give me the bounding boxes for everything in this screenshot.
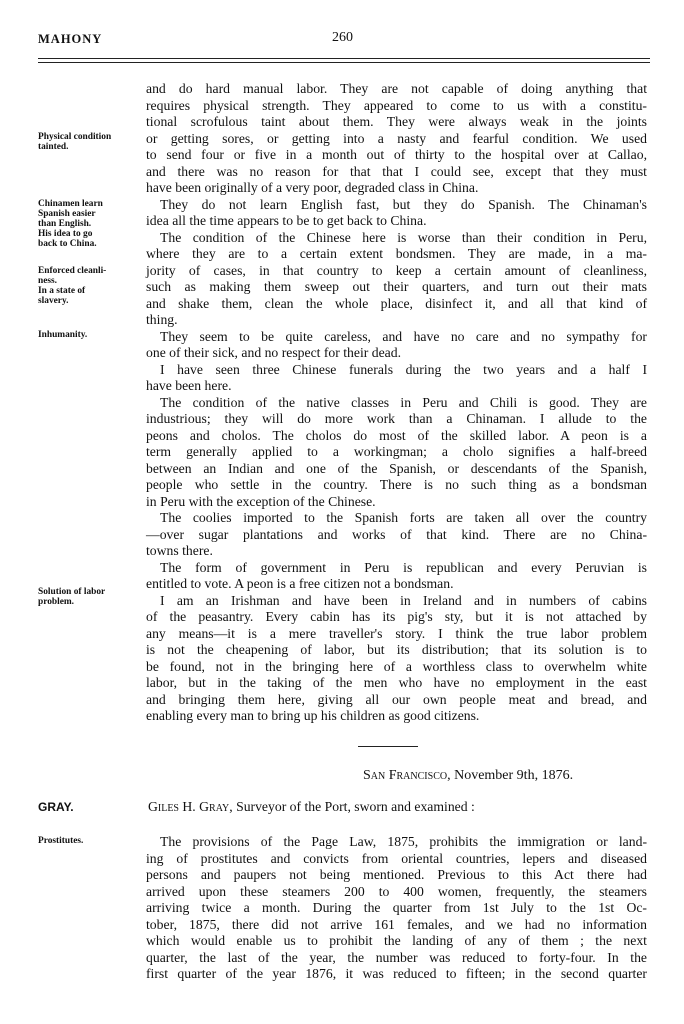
sidenote-prostitutes: Prostitutes. <box>38 836 84 846</box>
body-line: and do hard manual labor. They are not capable of doing anything that <box>146 81 647 96</box>
body-line: such as making them sweep out their quarters, and turn out their mats <box>146 279 647 294</box>
body-line: one of their sick, and no respect for their dead. <box>146 345 402 360</box>
body-line: have been originally of a very poor, degraded class in China. <box>146 180 479 195</box>
body-line: The form of government in Peru is republican and every Peruvian is <box>160 560 647 575</box>
body-line: I am an Irishman and have been in Ireland and in numbers of cabins <box>160 593 647 608</box>
body-line: They seem to be quite careless, and have no care and no sympathy for <box>160 329 647 344</box>
dateline-place: San Francisco, <box>363 768 451 783</box>
body-line: I have seen three Chinese funerals during the two years and a half I <box>160 362 647 377</box>
sidenote-chinamen-4: His idea to go <box>38 229 93 239</box>
body-line: industrious; they will do more work than a Chinaman. I allude to the <box>146 411 647 426</box>
witness-intro <box>148 799 475 815</box>
body-line: and there was no reason for that that I could see, except that they must <box>146 164 647 179</box>
body-line: have been here. <box>146 378 232 393</box>
body-line: enabling every man to bring up his children as good citizens. <box>146 708 480 723</box>
body-line: or getting sores, or getting into a nasty and fearful condition. We used <box>146 131 647 146</box>
sidenote-enforced-4: slavery. <box>38 296 69 306</box>
body-line: thing. <box>146 312 178 327</box>
body-line: peons and cholos. The cholos do most of the skilled labor. A peon is a <box>146 428 647 443</box>
witness-name: Giles H. Gray, <box>148 799 233 814</box>
body-line: —over sugar plantations and works of that kind. There are no China- <box>146 527 647 542</box>
gray-line: persons and paupers not being mentioned. Previous to this Act there had <box>146 867 647 882</box>
dateline <box>363 768 573 784</box>
body-line: and bringing them here, giving all our own people meat and bread, and <box>146 692 647 707</box>
body-line: tional scrofulous taint about them. They were always weak in the joints <box>146 114 647 129</box>
sidenote-chinamen-2: Spanish easier <box>38 209 96 219</box>
sidenote-chinamen-5: back to China. <box>38 239 97 249</box>
gray-line: The provisions of the Page Law, 1875, prohibits the immigration or land- <box>160 834 647 849</box>
sidenote-enforced-1: Enforced cleanli- <box>38 266 107 276</box>
sidenote-physical-1: Physical condition <box>38 132 112 142</box>
gray-line: arrived upon these steamers 200 to 400 women, frequently, the steamers <box>146 884 647 899</box>
dateline-date: November 9th, 1876. <box>454 768 574 783</box>
body-line: jority of cases, in that country to keep a certain amount of cleanliness, <box>146 263 647 278</box>
gray-line: quarter, the last of the year, the number was reduced to forty-four. In the <box>146 950 647 965</box>
witness-name-margin: GRAY. <box>38 800 74 814</box>
body-line: The condition of the native classes in Peru and Chili is good. They are <box>160 395 647 410</box>
body-line: is not the cheapening of labor, but its distribution; that its solution is to <box>146 642 647 657</box>
body-line: term generally applied to a workingman; a cholo signifies a half-breed <box>146 444 647 459</box>
body-line: requires physical strength. They appeared to come to us with a constitu- <box>146 98 647 113</box>
sidenote-chinamen-1: Chinamen learn <box>38 199 103 209</box>
body-line: labor, but in the taking of the men who have no employment in the east <box>146 675 647 690</box>
sidenote-physical-2: tainted. <box>38 142 69 152</box>
gray-line: arriving twice a month. During the quarter from 1st July to the 1st Oc- <box>146 900 647 915</box>
sidenote-chinamen-3: than English. <box>38 219 92 229</box>
body-line: idea all the time appears to be to get back to China. <box>146 213 427 228</box>
body-line: and shake them, clean the whole place, disinfect it, and all that kind of <box>146 296 647 311</box>
header-rule-bottom <box>38 62 650 63</box>
body-line: of the peasantry. Every cabin has its pig's sty, but it is not attached by <box>146 609 647 624</box>
body-line: The coolies imported to the Spanish forts are taken all over the country <box>160 510 647 525</box>
sidenote-solution-2: problem. <box>38 597 75 607</box>
page-number: 260 <box>332 30 353 45</box>
gray-line: which would enable us to prohibit the landing of any of them ; the next <box>146 933 647 948</box>
header-rule-top <box>38 58 650 59</box>
sidenote-solution-1: Solution of labor <box>38 587 106 597</box>
section-divider <box>358 746 418 747</box>
gray-line: ing of prostitutes and convicts from oriental countries, lepers and diseased <box>146 851 647 866</box>
body-line: between an Indian and one of the Spanish, or descendants of the Spanish, <box>146 461 647 476</box>
running-head-name: MAHONY <box>38 32 103 46</box>
body-line: people who settle in the country. There is no such thing as a bondsman <box>146 477 647 492</box>
body-line: entitled to vote. A peon is a free citizen not a bondsman. <box>146 576 454 591</box>
sidenote-enforced-2: ness. <box>38 276 58 286</box>
body-line: They do not learn English fast, but they do Spanish. The Chinaman's <box>160 197 647 212</box>
body-line: to send four or five in a month out of thirty to the hospital over at Callao, <box>146 147 647 162</box>
body-line: where they are to a certain extent bondsmen. They are made, in a ma- <box>146 246 647 261</box>
body-line: any means—it is a mere traveller's story. I think the true labor problem <box>146 626 647 641</box>
sidenote-inhumanity: Inhumanity. <box>38 330 88 340</box>
body-line: in Peru with the exception of the Chinese. <box>146 494 376 509</box>
body-line: be found, not in the bringing here of a worthless class to overwhelm white <box>146 659 647 674</box>
sidenote-enforced-3: In a state of <box>38 286 86 296</box>
gray-line: first quarter of the year 1876, it was reduced to fifteen; in the second quarter <box>146 966 647 981</box>
witness-role: Surveyor of the Port, sworn and examined : <box>236 799 475 814</box>
body-line: towns there. <box>146 543 213 558</box>
body-line: The condition of the Chinese here is worse than their condition in Peru, <box>160 230 647 245</box>
gray-line: tober, 1875, there did not arrive 161 females, and we had no information <box>146 917 647 932</box>
